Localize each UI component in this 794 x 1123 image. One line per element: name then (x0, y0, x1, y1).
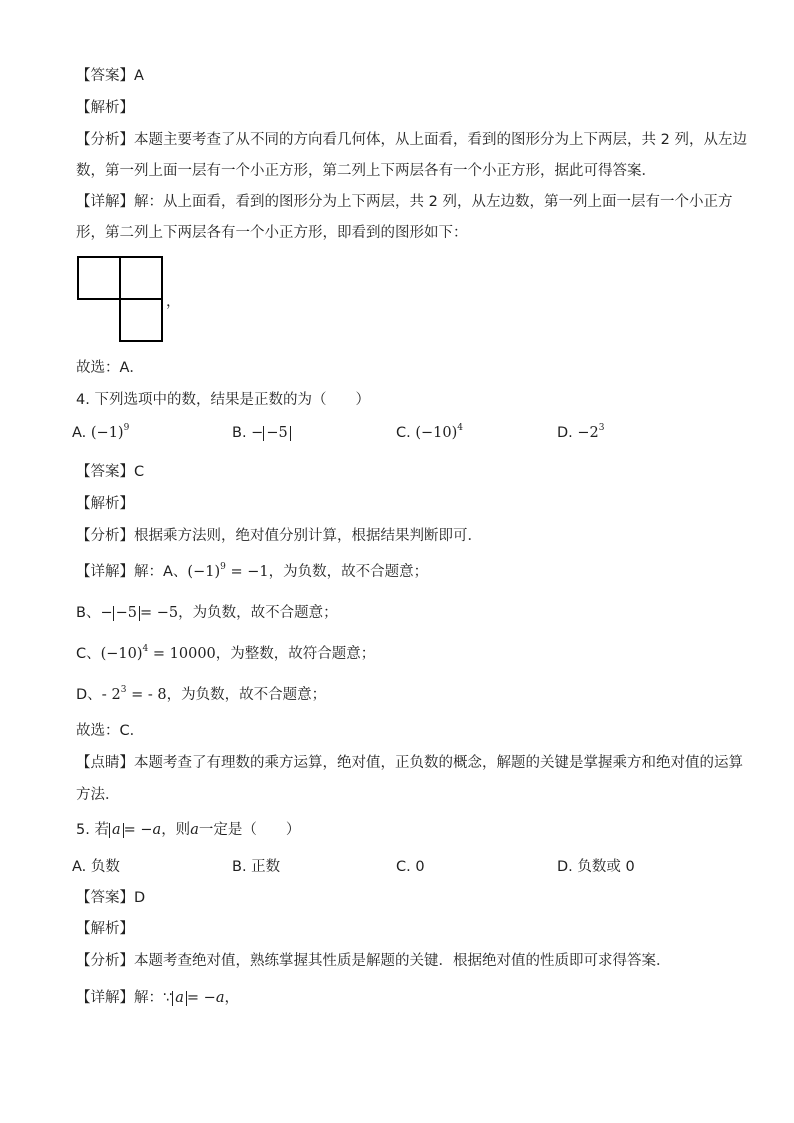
q3-conclusion: 故选：A． (76, 360, 144, 376)
q5-option-d: D. 负数或 0 (557, 859, 635, 875)
step-a-text: ，为负数，故不合题意； (268, 564, 429, 580)
option-c-base: (−10) (415, 425, 458, 441)
option-c-exponent: 4 (457, 423, 463, 433)
q3-fenxi-line1 (76, 130, 747, 150)
xiangjie-text: 解：从上面看，看到的图形分为上下两层，共 2 列，从左边数，第一列上面一层有一个小正方 (134, 194, 733, 210)
step-c-exponent: 4 (142, 644, 149, 654)
q4-fenxi-line (76, 526, 482, 546)
q4-conclusion: 故选：C． (76, 723, 145, 739)
q3-xiangjie-line1 (76, 192, 732, 212)
q3-analysis-tag: 【解析】 (76, 100, 134, 116)
step-b-minus: − (100, 605, 113, 621)
figure-comma: ， (166, 294, 181, 310)
step-d-prefix: D、- (76, 687, 112, 703)
step-a-prefix: 解：A、 (134, 564, 188, 580)
stem-equals: = − (123, 822, 153, 838)
option-b-absolute: −5 (263, 426, 290, 441)
step-a-exponent: 9 (220, 562, 226, 572)
fenxi-text: 根据乘方法则，绝对值分别计算，根据结果判断即可． (134, 528, 482, 544)
answer-value: A (134, 68, 144, 84)
stem-variable-2: a (190, 822, 199, 838)
q5-option-b: B. 正数 (232, 859, 281, 875)
fenxi-text: 本题考查绝对值，熟练掌握其性质是解题的关键．根据绝对值的性质即可求得答案． (134, 953, 671, 969)
fenxi-tag: 【分析】 (76, 132, 134, 148)
option-label: B. (232, 425, 247, 441)
q3-xiangjie-line2: 形，第二列上下两层各有一个小正方形，即看到的图形如下： (76, 225, 468, 241)
stem-absolute: a (109, 823, 124, 838)
q4-option-a (72, 423, 129, 443)
q4-analysis-tag: 【解析】 (76, 496, 134, 512)
q4-dianjing-line1 (76, 753, 743, 773)
dianjing-text: 本题考查了有理数的乘方运算，绝对值，正负数的概念，解题的关键是掌握乘方和绝对值的运算 (134, 755, 743, 771)
step-b-prefix: B、 (76, 605, 101, 621)
q4-option-b (232, 423, 291, 443)
step-d-text: ，为负数，故不合题意； (166, 687, 327, 703)
option-label: D. (557, 425, 573, 441)
q5-analysis-tag: 【解析】 (76, 921, 134, 937)
step-b-text: ，为负数，故不合题意； (178, 605, 338, 621)
q3-fenxi-line2: 数，第一列上面一层有一个小正方形，第二列上下两层各有一个小正方形，据此可得答案． (76, 163, 656, 179)
option-d-exponent: 3 (598, 423, 605, 433)
option-b-minus: − (251, 425, 264, 441)
step-a-result: = −1 (225, 564, 269, 580)
figure-square-top-left (78, 257, 120, 299)
option-a-base: (−1) (90, 425, 124, 441)
q4-xiangjie-c (76, 644, 375, 664)
q4-stem: 4. 下列选项中的数，结果是正数的为（ ） (76, 392, 370, 408)
figure-square-top-right (120, 257, 162, 299)
q5-stem (76, 820, 300, 840)
step-c-prefix: C、 (76, 646, 101, 662)
stem-suffix: 一定是（ ） (198, 822, 301, 838)
option-label: A. (72, 425, 87, 441)
q5-option-c: C. 0 (396, 859, 425, 875)
stem-prefix: 5. 若 (76, 822, 109, 838)
step-d-exponent: 3 (120, 685, 127, 695)
fenxi-tag: 【分析】 (76, 528, 134, 544)
step-d-base: 2 (111, 687, 121, 703)
dianjing-tag: 【点睛】 (76, 755, 134, 771)
xiangjie-prefix: 解：∵ (134, 990, 173, 1006)
option-a-exponent: 9 (123, 423, 130, 433)
step-b-result: = −5 (139, 605, 179, 621)
q4-xiangjie-d (76, 685, 326, 705)
answer-value: D (134, 890, 146, 906)
xiangjie-equals: = − (186, 990, 216, 1006)
answer-value: C (134, 464, 145, 480)
q4-xiangjie-b (76, 603, 338, 623)
step-c-text: ，为整数，故符合题意； (215, 646, 376, 662)
q5-option-a: A. 负数 (72, 859, 120, 875)
answer-tag: 【答案】 (76, 68, 134, 84)
step-d-result: = - 8 (126, 687, 167, 703)
step-c-result: = 10000 (148, 646, 216, 662)
q4-dianjing-line2: 方法． (76, 787, 120, 803)
q5-xiangjie-line (76, 988, 239, 1008)
xiangjie-absolute: a (172, 991, 187, 1006)
step-c-base: (−10) (100, 646, 143, 662)
xiangjie-suffix: ， (224, 990, 239, 1006)
xiangjie-tag: 【详解】 (76, 990, 134, 1006)
answer-tag: 【答案】 (76, 464, 134, 480)
answer-tag: 【答案】 (76, 890, 134, 906)
q5-fenxi-line (76, 951, 671, 971)
xiangjie-tag: 【详解】 (76, 564, 134, 580)
q4-xiangjie-a (76, 562, 428, 582)
q3-answer-line (76, 66, 144, 86)
option-d-base: −2 (577, 425, 599, 441)
step-b-absolute: −5 (113, 606, 140, 621)
xiangjie-tag: 【详解】 (76, 194, 134, 210)
xiangjie-variable: a (215, 990, 225, 1006)
fenxi-tag: 【分析】 (76, 953, 134, 969)
q5-answer-line (76, 888, 145, 908)
q4-option-d (557, 423, 605, 443)
q4-option-c (396, 423, 463, 443)
stem-variable: a (152, 822, 162, 838)
q4-answer-line (76, 462, 144, 482)
option-label: C. (396, 425, 411, 441)
step-a-base: (−1) (187, 564, 221, 580)
figure-square-bottom-right (120, 299, 162, 341)
fenxi-text: 本题主要考查了从不同的方向看几何体，从上面看，看到的图形分为上下两层，共 2 列，从左边 (134, 132, 747, 148)
stem-middle: ，则 (161, 822, 191, 838)
